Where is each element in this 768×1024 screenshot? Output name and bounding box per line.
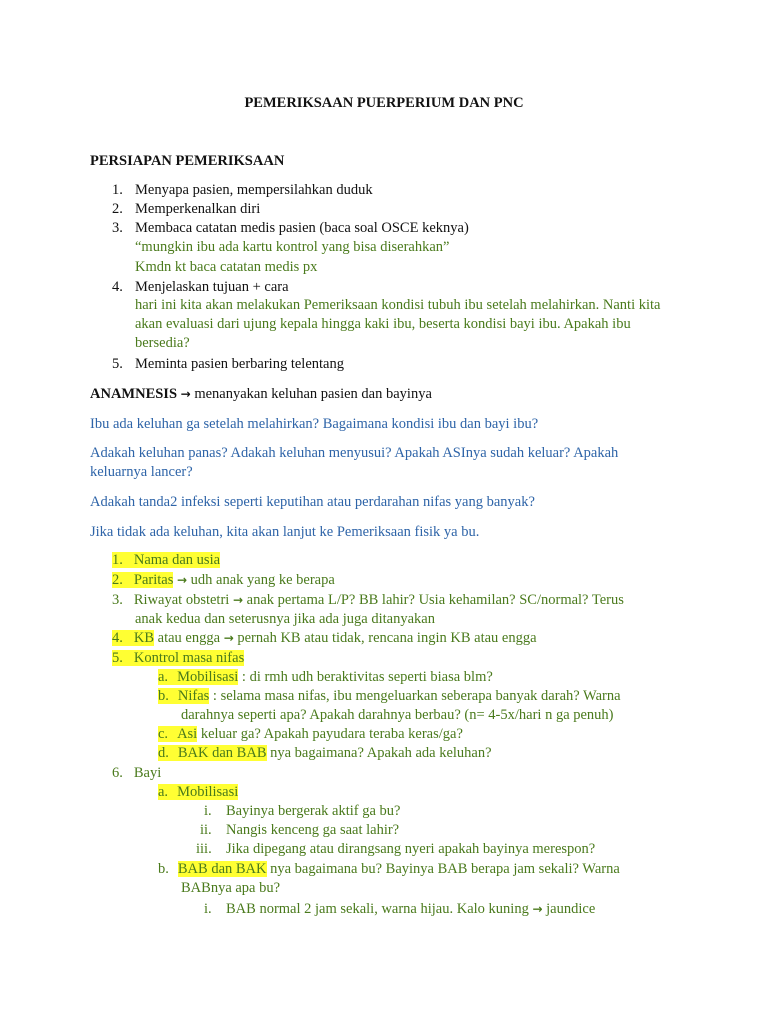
list-item-text: jaundice [542, 901, 596, 917]
list-item-text: nya bagaimana? Apakah ada keluhan? [266, 745, 492, 761]
list-number: 5. [112, 650, 123, 666]
list-item-text: : di rmh udh beraktivitas seperti biasa blm? [238, 669, 493, 685]
highlighted-term: Mobilisasi [168, 784, 238, 800]
highlighted-term: BAB dan BAK [177, 861, 267, 877]
list-item [112, 629, 537, 647]
list-item [112, 764, 161, 782]
list-number: 1. [112, 182, 123, 198]
sub-sub-list-item [200, 821, 399, 839]
highlighted-term: Nama dan usia [123, 552, 220, 568]
anamnesis-question: Adakah tanda2 infeksi seperti keputihan atau perdarahan nifas yang banyak? [90, 494, 535, 510]
list-item-text: keluar ga? Apakah payudara teraba keras/ga? [197, 726, 463, 742]
sub-sub-list-item [196, 840, 595, 858]
list-number: 1. [112, 552, 123, 568]
list-number: i. [204, 901, 212, 917]
list-item-text: : selama masa nifas, ibu mengeluarkan seberapa banyak darah? Warna [209, 688, 621, 704]
list-item: Menjelaskan tujuan + cara [135, 279, 289, 295]
document-title: PEMERIKSAAN PUERPERIUM DAN PNC [244, 95, 524, 111]
list-number: b. [158, 688, 169, 704]
list-number: 6. [112, 765, 123, 781]
highlighted-term: Kontrol masa nifas [123, 650, 244, 666]
sub-list-item [158, 860, 620, 878]
arrow-right-icon: → [176, 573, 188, 587]
list-item-text: pernah KB atau tidak, rencana ingin KB atau engga [233, 630, 537, 646]
sub-list-item [158, 725, 463, 743]
highlighted-term: Mobilisasi [168, 669, 238, 685]
highlighted-term: Nifas [169, 688, 209, 704]
highlighted-term: Asi [168, 726, 197, 742]
list-item-text: udh anak yang ke berapa [187, 572, 335, 588]
list-item: Membaca catatan medis pasien (baca soal OSCE keknya) [135, 220, 469, 236]
list-number: 2. [112, 201, 123, 217]
list-item: Meminta pasien berbaring telentang [135, 356, 344, 372]
list-number: ii. [200, 822, 212, 838]
list-number: 4. [112, 279, 123, 295]
sub-list-item [158, 783, 238, 801]
list-number: 3. [112, 592, 123, 608]
list-number: b. [158, 861, 169, 877]
list-item-continuation: darahnya seperti apa? Apakah darahnya berbau? (n= 4-5x/hari n ga penuh) [181, 707, 614, 723]
item-note: hari ini kita akan melakukan Pemeriksaan kondisi tubuh ibu setelah melahirkan. Nanti kita akan evaluasi dari ujung kepala hingga kaki ibu, beserta kondisi bayi ibu. Apakah ibu bersedia? [135, 297, 661, 351]
list-item [112, 591, 624, 609]
arrow-right-icon: → [223, 631, 234, 645]
arrow-right-icon: → [532, 902, 543, 916]
list-item-text: Jika dipegang atau dirangsang nyeri apakah bayinya merespon? [226, 841, 596, 857]
anamnesis-question: Adakah keluhan panas? Adakah keluhan menyusui? Apakah ASInya sudah keluar? Apakah keluarnya lancer? [90, 445, 619, 480]
anamnesis-question: Ibu ada keluhan ga setelah melahirkan? Bagaimana kondisi ibu dan bayi ibu? [90, 416, 539, 432]
list-item-text: Nangis kenceng ga saat lahir? [226, 822, 400, 838]
arrow-right-icon: → [180, 387, 191, 401]
highlighted-term: BAK dan BAB [169, 745, 267, 761]
list-item-text: Bayinya bergerak aktif ga bu? [226, 803, 401, 819]
heading-description: menanyakan keluhan pasien dan bayinya [190, 386, 432, 402]
list-item-text: Bayi [133, 765, 162, 781]
list-item-text: nya bagaimana bu? Bayinya BAB berapa jam sekali? Warna [266, 861, 620, 877]
list-number: d. [158, 745, 169, 761]
sub-list-item [158, 744, 492, 762]
list-item-continuation: anak kedua dan seterusnya jika ada juga ditanyakan [135, 611, 435, 627]
arrow-right-icon: → [232, 593, 244, 607]
highlighted-term: KB [123, 630, 154, 646]
anamnesis-heading-line [90, 385, 432, 403]
list-number: 2. [112, 572, 123, 588]
list-number: i. [204, 803, 212, 819]
list-item-text: anak pertama L/P? BB lahir? Usia kehamilan? SC/normal? Terus [243, 592, 624, 608]
list-item [112, 649, 244, 667]
sub-sub-list-item [204, 900, 595, 918]
list-number: 3. [112, 220, 123, 236]
list-number: 5. [112, 356, 123, 372]
list-number: a. [158, 784, 169, 800]
list-number: iii. [196, 841, 212, 857]
sub-list-item [158, 687, 621, 705]
anamnesis-question: Jika tidak ada keluhan, kita akan lanjut ke Pemeriksaan fisik ya bu. [90, 524, 480, 540]
list-item-text: atau engga [154, 630, 224, 646]
list-item-text: BAB normal 2 jam sekali, warna hijau. Kalo kuning [226, 901, 533, 917]
list-number: c. [158, 726, 169, 742]
section-heading-persiapan: PERSIAPAN PEMERIKSAAN [90, 153, 285, 169]
list-item [112, 571, 335, 589]
item-note: Kmdn kt baca catatan medis px [135, 259, 318, 275]
list-number: a. [158, 669, 169, 685]
item-note: “mungkin ibu ada kartu kontrol yang bisa diserahkan” [135, 239, 450, 255]
highlighted-term: Paritas [123, 572, 173, 588]
list-item-continuation: BABnya apa bu? [181, 880, 281, 896]
sub-list-item [158, 668, 493, 686]
list-item: Memperkenalkan diri [135, 201, 261, 217]
sub-sub-list-item [204, 802, 400, 820]
list-item-text: Riwayat obstetri [133, 592, 233, 608]
section-heading-anamnesis: ANAMNESIS [90, 386, 178, 402]
list-item [112, 551, 220, 569]
list-item: Menyapa pasien, mempersilahkan duduk [135, 182, 373, 198]
list-number: 4. [112, 630, 123, 646]
